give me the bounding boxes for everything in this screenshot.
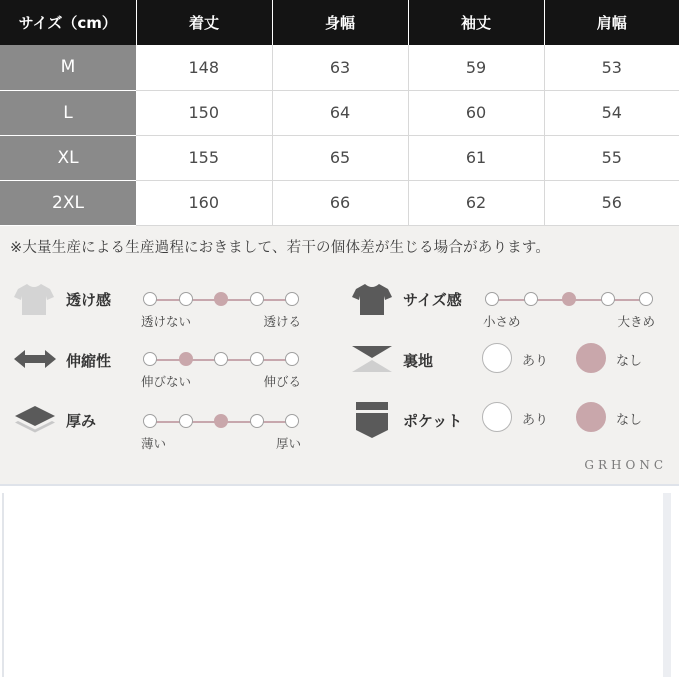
table-cell: 64	[272, 90, 408, 135]
scale-left-label: 小さめ	[483, 314, 521, 329]
sheerness-label: 透け感	[66, 291, 112, 309]
lining-label: 裏地	[403, 352, 434, 370]
stretch-scale	[141, 350, 301, 390]
scale-dot	[143, 352, 157, 366]
scale-left-label: 透けない	[141, 314, 192, 329]
thickness-label: 厚み	[66, 412, 97, 430]
table-cell: 148	[136, 45, 272, 90]
scale-dot-selected	[562, 292, 576, 306]
option-label: なし	[616, 413, 643, 428]
scale-dot	[250, 352, 264, 366]
table-cell: 60	[408, 90, 544, 135]
scale-dot	[639, 292, 653, 306]
scale-dot	[143, 292, 157, 306]
scale-right-label: 厚い	[275, 436, 301, 451]
scale-dot	[179, 414, 193, 428]
notice-text: ※大量生産による生産過程におきまして、若干の個体差が生じる場合があります。	[10, 240, 551, 256]
table-row	[0, 45, 679, 90]
scale-dot	[143, 414, 157, 428]
table-cell: 56	[544, 180, 679, 225]
table-cell: 65	[272, 135, 408, 180]
table-cell: 59	[408, 45, 544, 90]
double-arrow-icon	[14, 349, 56, 369]
scale-right-label: 大きめ	[617, 314, 655, 329]
scale-dot	[285, 292, 299, 306]
scale-right-label: 透ける	[263, 314, 301, 329]
table-cell: 160	[136, 180, 272, 225]
pocket-label: ポケット	[403, 412, 463, 430]
scale-dot-selected	[214, 414, 228, 428]
scale-dot	[285, 352, 299, 366]
scale-left-label: 伸びない	[141, 374, 192, 389]
size-feel-scale	[483, 290, 655, 330]
table-cell: 53	[544, 45, 679, 90]
option-circle-selected	[576, 402, 606, 432]
table-cell: 54	[544, 90, 679, 135]
table-cell: 63	[272, 45, 408, 90]
lining-icon	[352, 345, 392, 373]
table-row	[0, 90, 679, 135]
table-cell: 150	[136, 90, 272, 135]
brand-logo: GRHONC	[584, 458, 667, 472]
stretch-label: 伸縮性	[66, 352, 112, 370]
scale-dot	[250, 292, 264, 306]
size-cell: M	[0, 45, 136, 90]
option-label: あり	[522, 354, 549, 369]
pocket-icon	[355, 401, 389, 439]
header-shoulder: 肩幅	[544, 0, 679, 45]
table-cell: 155	[136, 135, 272, 180]
header-length: 着丈	[136, 0, 272, 45]
table-cell: 66	[272, 180, 408, 225]
table-header-row	[0, 0, 679, 45]
option-label: なし	[616, 354, 643, 369]
table-cell: 61	[408, 135, 544, 180]
size-feel-label: サイズ感	[403, 291, 462, 309]
header-size: サイズ（cm）	[0, 0, 136, 45]
size-cell: L	[0, 90, 136, 135]
blank-frame	[2, 493, 671, 677]
layers-icon	[14, 404, 56, 434]
scale-dot	[524, 292, 538, 306]
thickness-scale	[141, 412, 301, 452]
table-cell: 62	[408, 180, 544, 225]
option-circle	[482, 402, 512, 432]
scale-dot	[601, 292, 615, 306]
scale-dot	[285, 414, 299, 428]
scale-left-label: 薄い	[141, 436, 167, 451]
size-cell: 2XL	[0, 180, 136, 225]
option-label: あり	[522, 413, 549, 428]
scale-dot-selected	[214, 292, 228, 306]
sheerness-scale	[141, 290, 301, 330]
scale-right-label: 伸びる	[263, 374, 301, 389]
scale-dot	[179, 292, 193, 306]
table-cell: 55	[544, 135, 679, 180]
scale-dot	[250, 414, 264, 428]
tshirt-dark-icon	[352, 282, 392, 316]
header-sleeve: 袖丈	[408, 0, 544, 45]
table-row	[0, 135, 679, 180]
size-cell: XL	[0, 135, 136, 180]
table-row	[0, 180, 679, 225]
scale-dot	[485, 292, 499, 306]
scale-dot-selected	[179, 352, 193, 366]
option-circle	[482, 343, 512, 373]
scale-dot	[214, 352, 228, 366]
tshirt-light-icon	[14, 282, 54, 316]
option-circle-selected	[576, 343, 606, 373]
size-table	[0, 0, 679, 226]
header-width: 身幅	[272, 0, 408, 45]
